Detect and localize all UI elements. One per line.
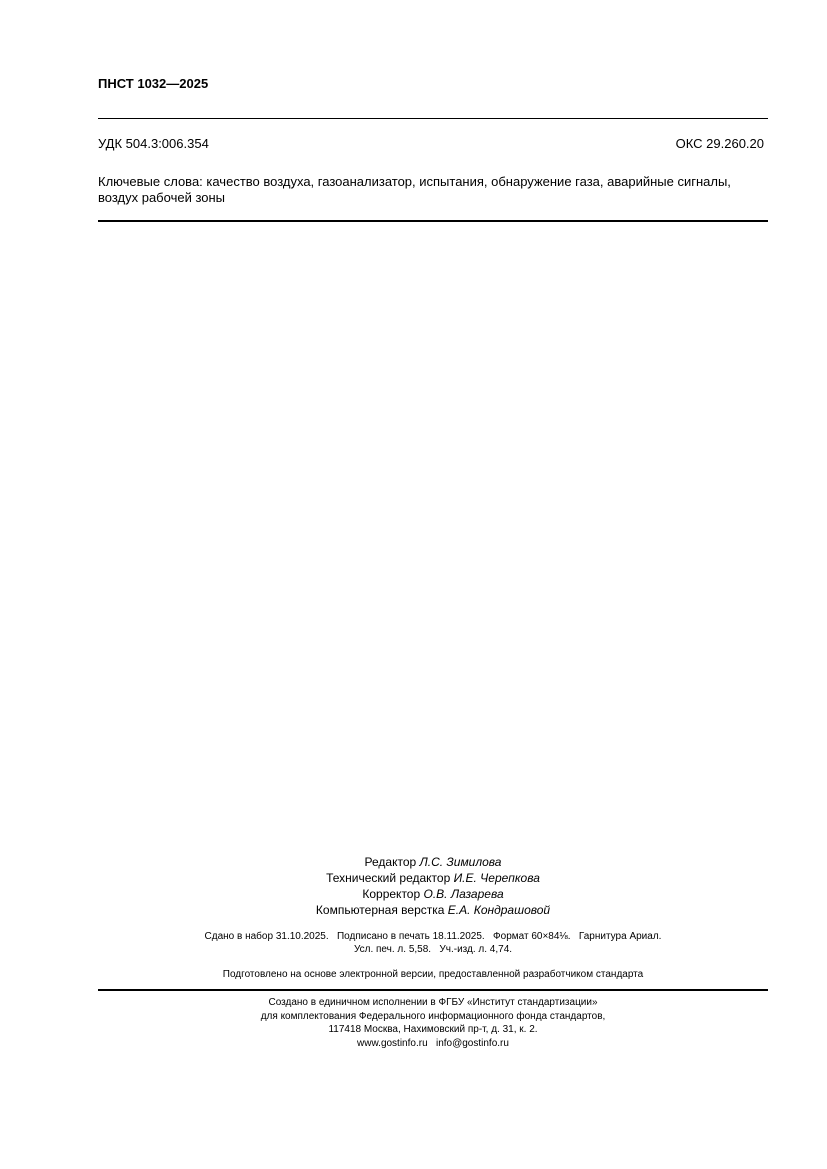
credit-name: Л.С. Зимилова [419, 855, 502, 869]
credit-role: Компьютерная верстка [315, 903, 445, 917]
keywords-block [98, 174, 770, 206]
credits-block [98, 854, 768, 918]
credit-editor [98, 854, 768, 870]
udk-code: УДК 504.3:006.354 [98, 136, 209, 151]
print-info-line: Усл. печ. л. 5,58. Уч.-изд. л. 4,74. [353, 944, 513, 955]
publisher-divider [98, 989, 768, 991]
publisher-line: для комплектования Федерального информационного фонда стандартов, [260, 1010, 606, 1022]
credit-name: О.В. Лазарева [423, 887, 504, 901]
prepared-note: Подготовлено на основе электронной версии, предоставленной разработчиком стандарта [222, 969, 644, 980]
print-info-line: Сдано в набор 31.10.2025. Подписано в печать 18.11.2025. Формат 60×84⅛. Гарнитура Ариал. [204, 931, 662, 942]
keywords-line: Ключевые слова: качество воздуха, газоанализатор, испытания, обнаружение газа, аварийные сигналы, [98, 174, 731, 189]
keywords-line: воздух рабочей зоны [98, 190, 226, 205]
document-code: ПНСТ 1032—2025 [98, 76, 209, 91]
top-divider [98, 118, 768, 119]
credit-proofreader [98, 886, 768, 902]
print-info [98, 930, 768, 956]
credit-role: Корректор [362, 887, 421, 901]
publisher-address: 117418 Москва, Нахимовский пр-т, д. 31, к. 2. [328, 1024, 538, 1035]
keywords-divider [98, 220, 768, 222]
publisher-links: www.gostinfo.ru info@gostinfo.ru [357, 1037, 509, 1049]
credit-role: Редактор [364, 855, 417, 869]
credit-role: Технический редактор [326, 871, 451, 885]
credit-name: И.Е. Черепкова [453, 871, 540, 885]
credit-technical-editor [98, 870, 768, 886]
credit-layout [98, 902, 768, 918]
publisher-block [98, 996, 768, 1050]
credit-name: Е.А. Кондрашовой [447, 903, 551, 917]
publisher-line: Создано в единичном исполнении в ФГБУ «Институт стандартизации» [268, 997, 598, 1008]
oks-code: ОКС 29.260.20 [675, 136, 764, 151]
